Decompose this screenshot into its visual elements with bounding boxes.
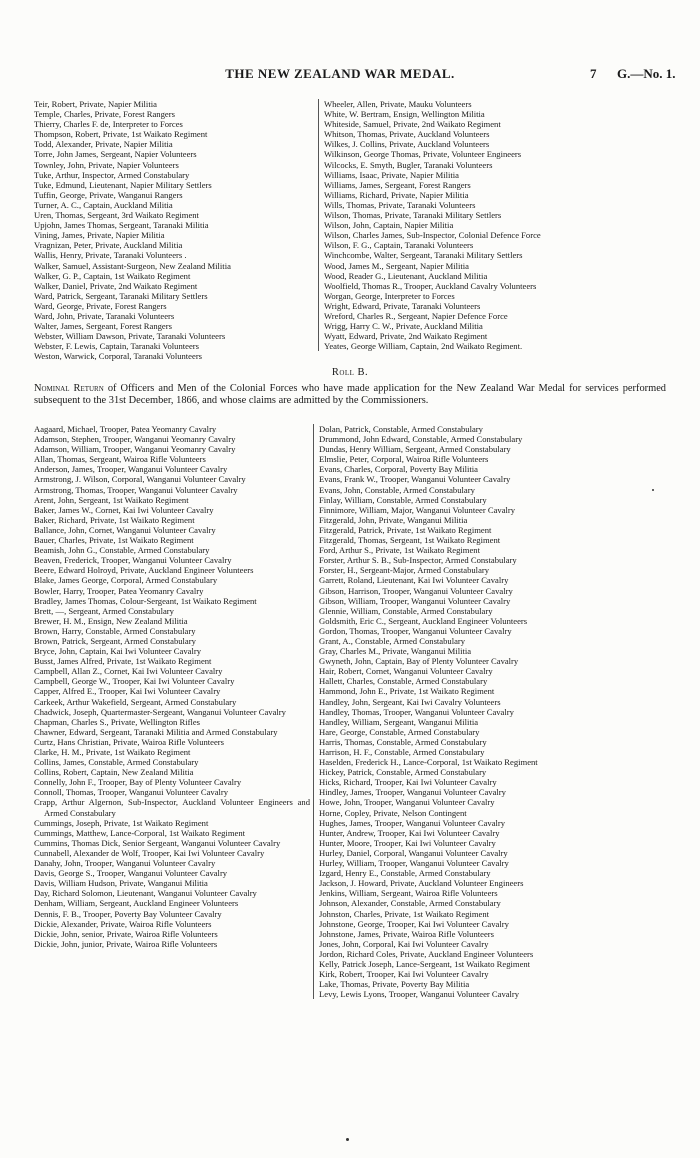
roll-entry: Kirk, Robert, Trooper, Kai Iwi Volunteer Cavalry	[319, 969, 489, 980]
roll-entry: Ward, Patrick, Sergeant, Taranaki Military Settlers	[34, 290, 208, 301]
roll-entry: Kelly, Patrick Joseph, Lance-Sergeant, 1st Waikato Regiment	[319, 958, 531, 969]
roll-entry: Johnston, Charles, Private, 1st Waikato Regiment	[319, 908, 490, 919]
roll-entry: Uren, Thomas, Sergeant, 3rd Waikato Regiment	[34, 210, 199, 221]
roll-entry: Walker, G. P., Captain, 1st Waikato Regiment	[34, 270, 191, 281]
roll-entry: Capper, Alfred E., Trooper, Kai Iwi Volunteer Cavalry	[34, 686, 221, 697]
roll-entry: Cunnabell, Alexander de Wolf, Trooper, Kai Iwi Volunteer Cavalry	[34, 847, 265, 858]
roll-entry: Handley, Thomas, Trooper, Wanganui Volunteer Cavalry	[319, 706, 514, 717]
roll-entry: Baker, James W., Cornet, Kai Iwi Volunteer Cavalry	[34, 504, 214, 515]
roll-entry: Denham, William, Sergeant, Auckland Engineer Volunteers	[34, 898, 239, 909]
roll-entry: Connoll, Thomas, Trooper, Wanganui Volunteer Cavalry	[34, 787, 229, 798]
roll-entry: Wyatt, Edward, Private, 2nd Waikato Regiment	[324, 331, 488, 342]
roll-entry: Dickie, John, junior, Private, Wairoa Rifle Volunteers	[34, 938, 218, 949]
roll-entry: Chapman, Charles S., Private, Wellington Rifles	[34, 716, 200, 727]
roll-entry: Brown, Patrick, Sergeant, Armed Constabulary	[34, 635, 196, 646]
roll-entry: Forster, Arthur S. B., Sub-Inspector, Armed Constabulary	[319, 555, 517, 566]
roll-b-intro	[34, 383, 666, 407]
roll-entry: Armstrong, Thomas, Trooper, Wanganui Volunteer Cavalry	[34, 484, 238, 495]
roll-entry: Webster, F. Lewis, Captain, Taranaki Volunteers	[34, 341, 199, 352]
roll-entry: Beere, Edward Holroyd, Private, Auckland Engineer Volunteers	[34, 565, 254, 576]
roll-entry: Tuke, Edmund, Lieutenant, Napier Military Settlers	[34, 179, 212, 190]
roll-entry: Carkeek, Arthur Wakefield, Sergeant, Armed Constabulary	[34, 696, 237, 707]
roll-entry: Jenkins, William, Sergeant, Wairoa Rifle Volunteers	[319, 888, 498, 899]
roll-entry: Brown, Harry, Constable, Armed Constabulary	[34, 625, 196, 636]
roll-entry: Woolfield, Thomas R., Trooper, Auckland Cavalry Volunteers	[324, 280, 537, 291]
roll-entry: Turner, A. C., Captain, Auckland Militia	[34, 199, 173, 210]
roll-entry: Horne, Copley, Private, Nelson Contingent	[319, 807, 467, 818]
roll-entry: Wilson, Charles James, Sub-Inspector, Colonial Defence Force	[324, 230, 541, 241]
roll-a-right-column	[318, 99, 666, 351]
roll-entry: Hunter, Andrew, Trooper, Kai Iwi Volunteer Cavalry	[319, 827, 500, 838]
roll-entry: Harris, Thomas, Constable, Armed Constabulary	[319, 736, 487, 747]
roll-entry: Hair, Robert, Cornet, Wanganui Volunteer Cavalry	[319, 666, 493, 677]
roll-entry: Williams, Isaac, Private, Napier Militia	[324, 169, 459, 180]
roll-entry: Hallett, Charles, Constable, Armed Constabulary	[319, 676, 488, 687]
roll-entry: Hicks, Richard, Trooper, Kai Iwi Volunteer Cavalry	[319, 777, 497, 788]
roll-entry: Dennis, F. B., Trooper, Poverty Bay Volunteer Cavalry	[34, 908, 222, 919]
roll-entry: Jordon, Richard Coles, Private, Auckland Engineer Volunteers	[319, 948, 534, 959]
roll-entry: Walker, Daniel, Private, 2nd Waikato Regiment	[34, 280, 198, 291]
roll-entry: Williams, Richard, Private, Napier Militia	[324, 189, 469, 200]
roll-entry: Wheeler, Allen, Private, Mauku Volunteers	[324, 99, 472, 109]
roll-entry: Davis, William Hudson, Private, Wanganui Militia	[34, 878, 208, 889]
roll-entry: Wrigg, Harry C. W., Private, Auckland Militia	[324, 321, 483, 332]
roll-entry: Dickie, John, senior, Private, Wairoa Rifle Volunteers	[34, 928, 218, 939]
roll-entry: Johnson, Alexander, Constable, Armed Constabulary	[319, 898, 501, 909]
roll-entry: Glennie, William, Constable, Armed Constabulary	[319, 605, 493, 616]
roll-entry: Cummings, Matthew, Lance-Corporal, 1st Waikato Regiment	[34, 827, 246, 838]
roll-entry: Hurley, William, Trooper, Wanganui Volunteer Cavalry	[319, 858, 509, 869]
roll-entry: Webster, William Dawson, Private, Taranaki Volunteers	[34, 331, 226, 342]
roll-entry: Dolan, Patrick, Constable, Armed Constabulary	[319, 424, 483, 434]
roll-entry: Yeates, George William, Captain, 2nd Waikato Regiment.	[324, 341, 523, 352]
roll-b-right-column	[313, 424, 666, 999]
roll-entry: Teir, Robert, Private, Napier Militia	[34, 99, 157, 109]
roll-entry: Fitzgerald, John, Private, Wanganui Militia	[319, 514, 468, 525]
roll-entry: Goldsmith, Eric C., Sergeant, Auckland Engineer Volunteers	[319, 615, 528, 626]
roll-entry: Winchcombe, Walter, Sergeant, Taranaki Military Settlers	[324, 250, 523, 261]
intro-lead: Nominal Return	[34, 383, 104, 394]
roll-entry: Gray, Charles M., Private, Wanganui Militia	[319, 646, 472, 657]
roll-entry: Collins, Robert, Captain, New Zealand Militia	[34, 767, 194, 778]
roll-entry: Wreford, Charles R., Sergeant, Napier Defence Force	[324, 310, 508, 321]
roll-entry: Harrison, H. F., Constable, Armed Constabulary	[319, 747, 485, 757]
roll-entry: Arent, John, Sergeant, 1st Waikato Regiment	[34, 494, 189, 505]
roll-entry: Vragnizan, Peter, Private, Auckland Militia	[34, 240, 183, 251]
roll-entry: Lake, Thomas, Private, Poverty Bay Militia	[319, 979, 470, 990]
roll-entry: Chadwick, Joseph, Quartermaster-Sergeant, Wanganui Volunteer Cavalry	[34, 706, 286, 717]
roll-entry: Gwyneth, John, Captain, Bay of Plenty Volunteer Cavalry	[319, 656, 519, 667]
roll-entry: Bradley, James Thomas, Colour-Sergeant, 1st Waikato Regiment	[34, 595, 257, 606]
roll-entry: Weston, Warwick, Corporal, Taranaki Volunteers	[34, 351, 203, 362]
roll-entry: Wallis, Henry, Private, Taranaki Volunteers .	[34, 250, 187, 261]
roll-b-heading: Roll B.	[331, 367, 369, 378]
roll-a-left-column	[34, 99, 306, 361]
roll-entry: Crapp, Arthur Algernon, Sub-Inspector, Auckland Volunteer Engineers and Armed Constabulary	[34, 797, 310, 818]
roll-entry: Thierry, Charles F. de, Interpreter to Forces	[34, 119, 183, 130]
roll-entry: Elmslie, Peter, Corporal, Wairoa Rifle Volunteers	[319, 454, 489, 465]
roll-entry: Williams, James, Sergeant, Forest Rangers	[324, 179, 471, 190]
roll-entry: Worgan, George, Interpreter to Forces	[324, 290, 455, 301]
roll-entry: Cummins, Thomas Dick, Senior Sergeant, Wanganui Volunteer Cavalry	[34, 837, 281, 848]
roll-entry: Baker, Richard, Private, 1st Waikato Regiment	[34, 514, 195, 525]
roll-entry: Garrett, Roland, Lieutenant, Kai Iwi Volunteer Cavalry	[319, 575, 509, 586]
roll-entry: Johnstone, James, Private, Wairoa Rifle Volunteers	[319, 928, 494, 939]
roll-entry: Ward, John, Private, Taranaki Volunteers	[34, 310, 175, 321]
roll-entry: Wilkes, J. Collins, Private, Auckland Volunteers	[324, 139, 490, 150]
roll-entry: Wilson, Thomas, Private, Taranaki Military Settlers	[324, 210, 502, 221]
roll-entry: Howe, John, Trooper, Wanganui Volunteer Cavalry	[319, 797, 495, 808]
roll-entry: Izgard, Henry E., Constable, Armed Constabulary	[319, 868, 491, 879]
page-title: THE NEW ZEALAND WAR MEDAL.	[225, 66, 455, 81]
roll-entry: Adamson, Stephen, Trooper, Wanganui Yeomanry Cavalry	[34, 434, 236, 445]
roll-entry: Evans, Charles, Corporal, Poverty Bay Militia	[319, 464, 478, 475]
roll-entry: Evans, Frank W., Trooper, Wanganui Volunteer Cavalry	[319, 474, 511, 485]
document-reference: G.—No. 1.	[617, 66, 676, 81]
roll-entry: Haselden, Frederick H., Lance-Corporal, 1st Waikato Regiment	[319, 757, 538, 768]
roll-entry: Beaven, Frederick, Trooper, Wanganui Volunteer Cavalry	[34, 555, 232, 566]
roll-entry: Jackson, J. Howard, Private, Auckland Volunteer Engineers	[319, 878, 524, 889]
roll-entry: Cummings, Joseph, Private, 1st Waikato Regiment	[34, 817, 209, 828]
roll-entry: Thompson, Robert, Private, 1st Waikato Regiment	[34, 129, 208, 140]
roll-b-left-column	[34, 424, 310, 949]
roll-entry: Bauer, Charles, Private, 1st Waikato Regiment	[34, 535, 194, 546]
roll-entry: Brewer, H. M., Ensign, New Zealand Militia	[34, 615, 188, 626]
roll-entry: Ford, Arthur S., Private, 1st Waikato Regiment	[319, 545, 480, 556]
roll-entry: Hindley, James, Trooper, Wanganui Volunteer Cavalry	[319, 787, 506, 798]
roll-entry: Todd, Alexander, Private, Napier Militia	[34, 139, 173, 150]
roll-entry: Vining, James, Private, Napier Militia	[34, 230, 165, 241]
roll-entry: Armstrong, J. Wilson, Corporal, Wanganui Volunteer Cavalry	[34, 474, 246, 485]
roll-entry: Curtz, Hans Christian, Private, Wairoa Rifle Volunteers	[34, 736, 225, 747]
roll-entry: Collins, James, Constable, Armed Constabulary	[34, 757, 199, 768]
roll-entry: Day, Richard Solomon, Lieutenant, Wanganui Volunteer Cavalry	[34, 888, 257, 899]
roll-entry: Johnstone, George, Trooper, Kai Iwi Volunteer Cavalry	[319, 918, 509, 929]
roll-entry: Tuke, Arthur, Inspector, Armed Constabulary	[34, 169, 190, 180]
roll-entry: Whitson, Thomas, Private, Auckland Volunteers	[324, 129, 490, 140]
roll-entry: Hare, George, Constable, Armed Constabulary	[319, 726, 480, 737]
roll-entry: Townley, John, Private, Napier Volunteers	[34, 159, 179, 170]
roll-entry: Danahy, John, Trooper, Wanganui Volunteer Cavalry	[34, 858, 216, 869]
roll-entry: Aagaard, Michael, Trooper, Patea Yeomanry Cavalry	[34, 424, 217, 434]
roll-entry: Adamson, William, Trooper, Wanganui Yeomanry Cavalry	[34, 444, 236, 455]
roll-entry: Wood, Reader G., Lieutenant, Auckland Militia	[324, 270, 488, 281]
roll-entry: Wilkinson, George Thomas, Private, Volunteer Engineers	[324, 149, 522, 160]
roll-entry: Connelly, John F., Trooper, Bay of Plenty Volunteer Cavalry	[34, 777, 242, 788]
roll-entry: Chawner, Edward, Sergeant, Taranaki Militia and Armed Constabulary	[34, 726, 278, 737]
roll-entry: Handley, John, Sergeant, Kai Iwi Cavalry Volunteers	[319, 696, 501, 707]
page-header	[0, 66, 700, 82]
roll-entry: Walter, James, Sergeant, Forest Rangers	[34, 321, 172, 332]
page-number: 7	[590, 66, 597, 81]
roll-entry: Brett, —, Sergeant, Armed Constabulary	[34, 605, 174, 616]
roll-entry: Busst, James Alfred, Private, 1st Waikato Regiment	[34, 656, 212, 667]
footer-dot	[346, 1138, 349, 1141]
roll-entry: Gibson, William, Trooper, Wanganui Volunteer Cavalry	[319, 595, 511, 606]
roll-entry: Hunter, Moore, Trooper, Kai Iwi Volunteer Cavalry	[319, 837, 496, 848]
roll-entry: Grant, A., Constable, Armed Constabulary	[319, 635, 466, 646]
roll-entry: Hickey, Patrick, Constable, Armed Constabulary	[319, 767, 487, 778]
roll-entry: Finnimore, William, Major, Wanganui Volunteer Cavalry	[319, 504, 516, 515]
roll-entry: Drummond, John Edward, Constable, Armed Constabulary	[319, 434, 523, 445]
roll-entry: Anderson, James, Trooper, Wanganui Volunteer Cavalry	[34, 464, 228, 475]
roll-entry: Wright, Edward, Private, Taranaki Volunteers	[324, 300, 481, 311]
roll-entry: Wilson, F. G., Captain, Taranaki Volunteers	[324, 240, 474, 251]
roll-entry: Ballance, John, Cornet, Wanganui Volunteer Cavalry	[34, 524, 216, 535]
roll-entry: Temple, Charles, Private, Forest Rangers	[34, 109, 175, 120]
roll-entry: Hughes, James, Trooper, Wanganui Volunteer Cavalry	[319, 817, 506, 828]
roll-entry: Whiteside, Samuel, Private, 2nd Waikato Regiment	[324, 119, 501, 130]
roll-entry: Campbell, George W., Trooper, Kai Iwi Volunteer Cavalry	[34, 676, 235, 687]
roll-entry: Fitzgerald, Patrick, Private, 1st Waikato Regiment	[319, 524, 492, 535]
roll-entry: Dickie, Alexander, Private, Wairoa Rifle Volunteers	[34, 918, 212, 929]
roll-entry: Wills, Thomas, Private, Taranaki Volunteers	[324, 199, 476, 210]
roll-entry: Beamish, John G., Constable, Armed Constabulary	[34, 545, 210, 556]
roll-entry: Jones, John, Corporal, Kai Iwi Volunteer Cavalry	[319, 938, 489, 949]
roll-entry: Upjohn, James Thomas, Sergeant, Taranaki Militia	[34, 220, 209, 231]
roll-entry: Finlay, William, Constable, Armed Constabulary	[319, 494, 487, 505]
roll-entry: Evans, John, Constable, Armed Constabulary	[319, 484, 475, 495]
roll-entry: Campbell, Allan Z., Cornet, Kai Iwi Volunteer Cavalry	[34, 666, 223, 677]
roll-entry: Dundas, Henry William, Sergeant, Armed Constabulary	[319, 444, 511, 455]
roll-entry: Forster, H., Sergeant-Major, Armed Constabulary	[319, 565, 490, 576]
roll-entry: Hurley, Daniel, Corporal, Wanganui Volunteer Cavalry	[319, 847, 508, 858]
roll-entry: Wood, James M., Sergeant, Napier Militia	[324, 260, 469, 271]
roll-entry: Fitzgerald, Thomas, Sergeant, 1st Waikato Regiment	[319, 535, 501, 546]
roll-entry: Handley, William, Sergeant, Wanganui Militia	[319, 716, 479, 727]
intro-text: of Officers and Men of the Colonial Forces who have made application for the New Zealand War Medal for services performed subsequent to the 31st December, 1866, and whose claims are admitted by the Commissioners.	[34, 383, 666, 406]
roll-entry: Hammond, John E., Private, 1st Waikato Regiment	[319, 686, 495, 697]
roll-entry: Gibson, Harrison, Trooper, Wanganui Volunteer Cavalry	[319, 585, 513, 596]
stray-mark	[652, 489, 654, 491]
roll-entry: Wilcocks, E. Smyth, Bugler, Taranaki Volunteers	[324, 159, 493, 170]
roll-entry: Torre, John James, Sergeant, Napier Volunteers	[34, 149, 197, 160]
roll-entry: Gordon, Thomas, Trooper, Wanganui Volunteer Cavalry	[319, 625, 512, 636]
roll-entry: Clarke, H. M., Private, 1st Waikato Regiment	[34, 747, 191, 757]
roll-entry: Bryce, John, Captain, Kai Iwi Volunteer Cavalry	[34, 646, 201, 657]
roll-entry: Tuffin, George, Private, Wanganui Rangers	[34, 189, 183, 200]
roll-entry: Wilson, John, Captain, Napier Militia	[324, 220, 454, 231]
roll-entry: White, W. Bertram, Ensign, Wellington Militia	[324, 109, 485, 120]
roll-entry: Ward, George, Private, Forest Rangers	[34, 300, 167, 311]
roll-entry: Davis, George S., Trooper, Wanganui Volunteer Cavalry	[34, 868, 228, 879]
roll-entry: Bowler, Harry, Trooper, Patea Yeomanry Cavalry	[34, 585, 204, 596]
roll-entry: Walker, Samuel, Assistant-Surgeon, New Zealand Militia	[34, 260, 231, 271]
roll-entry: Levy, Lewis Lyons, Trooper, Wanganui Volunteer Cavalry	[319, 989, 520, 1000]
roll-entry: Allan, Thomas, Sergeant, Wairoa Rifle Volunteers	[34, 454, 206, 465]
roll-entry: Blake, James George, Corporal, Armed Constabulary	[34, 575, 218, 586]
